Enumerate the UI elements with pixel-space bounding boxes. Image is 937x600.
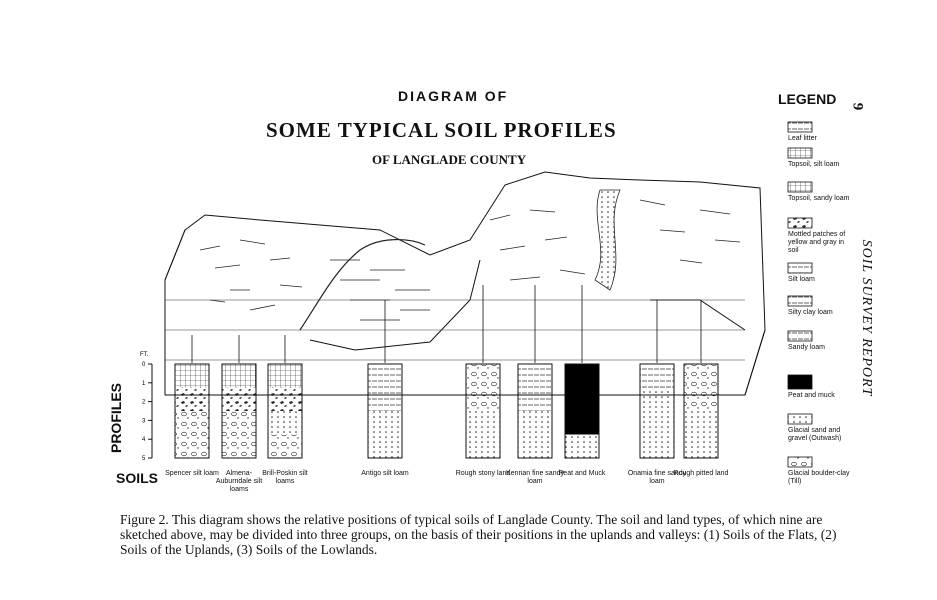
depth-tick-label: 1	[142, 380, 146, 387]
legend-swatch	[788, 457, 812, 467]
legend-swatch	[788, 182, 812, 192]
legend-label: Glacial boulder-clay (Till)	[788, 470, 850, 485]
soil-layer	[640, 388, 674, 412]
soil-layer	[466, 388, 500, 412]
soil-layer	[175, 388, 209, 412]
depth-tick-label: 5	[142, 456, 146, 462]
depth-unit-label: FT.	[140, 352, 149, 358]
soil-layer	[518, 435, 552, 459]
soil-label: Spencer silt loam	[165, 470, 219, 477]
soil-layer	[466, 364, 500, 388]
diagram-subtitle: OF LANGLADE COUNTY	[372, 152, 527, 167]
soil-layer	[268, 411, 302, 435]
soil-layer	[684, 435, 718, 459]
diagram-title: SOME TYPICAL SOIL PROFILES	[266, 118, 617, 142]
legend-label: Silty clay loam	[788, 309, 833, 316]
legend-swatch	[788, 263, 812, 273]
soil-layer	[222, 411, 256, 435]
depth-tick-label: 3	[142, 418, 146, 425]
soil-layer	[368, 388, 402, 412]
soil-label: Onamia fine sandy loam	[627, 470, 687, 485]
soil-label: Kennan fine sandy loam	[506, 470, 564, 485]
legend-label: Mottled patches of yellow and gray in soil	[788, 231, 846, 254]
legend-swatch	[788, 296, 812, 306]
depth-tick-label: 4	[142, 437, 146, 444]
soil-layer	[222, 364, 256, 388]
soil-label: Peat and Muck	[558, 470, 606, 477]
soil-layer	[268, 364, 302, 388]
soil-label: Almena-Auburndale silt loams	[215, 470, 263, 493]
legend-swatches	[788, 122, 812, 467]
soil-layer	[684, 411, 718, 435]
soil-layer	[565, 411, 599, 435]
soil-layer	[565, 388, 599, 412]
legend-title: LEGEND	[778, 91, 837, 107]
legend-swatch	[788, 122, 812, 132]
soil-layer	[684, 388, 718, 412]
soil-label: Brill-Poskin silt loams	[262, 470, 308, 485]
soil-layer	[640, 411, 674, 435]
soil-layer	[565, 364, 599, 388]
legend-label: Silt loam	[788, 276, 815, 283]
soil-layer	[368, 435, 402, 459]
legend-swatch	[788, 375, 812, 389]
soil-layer	[175, 364, 209, 388]
soil-layer	[268, 388, 302, 412]
soil-layer	[518, 388, 552, 412]
soil-layer	[222, 388, 256, 412]
soil-label: Rough stony land	[455, 470, 511, 477]
legend-label: Topsoil, sandy loam	[788, 195, 850, 202]
legend-swatch	[788, 148, 812, 158]
landscape-block	[165, 172, 765, 395]
soil-layer	[222, 435, 256, 459]
soil-label: Antigo silt loam	[361, 470, 409, 477]
soil-layer	[466, 411, 500, 435]
legend-label: Leaf litter	[788, 135, 817, 142]
soil-layer	[565, 435, 599, 459]
legend-swatch	[788, 218, 812, 228]
soil-layer	[684, 364, 718, 388]
legend-swatch	[788, 414, 812, 424]
diagram-title-line1: DIAGRAM OF	[398, 88, 509, 104]
profiles-label: PROFILES	[108, 383, 124, 454]
depth-tick-label: 0	[142, 362, 146, 368]
page-number: 9	[849, 102, 866, 111]
depth-ticks	[140, 352, 152, 462]
soil-layer	[368, 364, 402, 388]
soil-layer	[175, 435, 209, 459]
legend-label: Topsoil, silt loam	[788, 161, 840, 168]
soil-layer	[640, 364, 674, 388]
depth-tick-label: 2	[142, 399, 146, 406]
legend-label: Glacial sand and gravel (Outwash)	[788, 427, 842, 442]
figure-caption: Figure 2. This diagram shows the relative positions of typical soils of Langlade County. The soil and land types, of which nine are sketched above, may be divided into three groups, on the basis of their positions in the uplands and valleys: (1) Soils of the Flats, (2) Soils of the Uplands, (3) Soils of the Lowlands.	[120, 512, 837, 557]
soils-label: SOILS	[116, 470, 159, 486]
soil-layer	[518, 364, 552, 388]
soil-layer	[268, 435, 302, 459]
soil-layer	[466, 435, 500, 459]
soil-layer	[175, 411, 209, 435]
legend-label: Peat and muck	[788, 392, 835, 399]
legend-swatch	[788, 331, 812, 341]
soil-label: Rough pitted land	[673, 470, 729, 477]
soil-layer	[640, 435, 674, 459]
running-head: SOIL SURVEY REPORT	[859, 239, 874, 397]
soil-layer	[518, 411, 552, 435]
soil-layer	[368, 411, 402, 435]
legend-label: Sandy loam	[788, 344, 825, 351]
